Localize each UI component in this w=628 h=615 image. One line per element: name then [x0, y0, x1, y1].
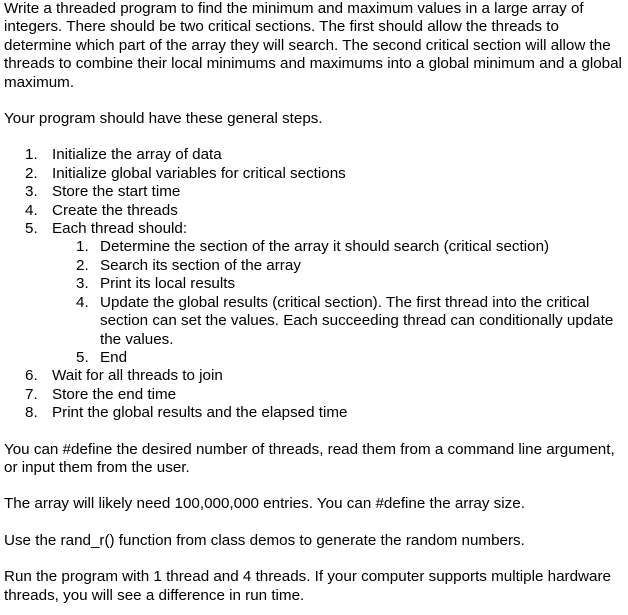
step-1 — [4, 146, 624, 164]
substep-number: 5. — [76, 348, 89, 366]
substep-2 — [4, 257, 624, 275]
step-text: Wait for all threads to join — [52, 367, 223, 385]
step-3 — [4, 183, 624, 201]
substep-1 — [4, 238, 624, 256]
step-text: Initialize global variables for critical sections — [52, 164, 346, 182]
steps-list — [4, 146, 624, 422]
step-6 — [4, 367, 624, 385]
step-number: 4. — [25, 201, 38, 219]
step-number: 8. — [25, 404, 38, 422]
general-steps-heading: Your program should have these general steps. — [4, 110, 323, 128]
substep-3 — [4, 275, 624, 293]
substep-text: Search its section of the array — [100, 256, 301, 274]
substep-text: End — [100, 348, 128, 366]
step-text: Create the threads — [52, 201, 178, 219]
substep-4 — [4, 294, 624, 349]
step-8 — [4, 404, 624, 422]
substep-number: 1. — [76, 238, 89, 256]
substeps-list — [52, 238, 624, 367]
step-4 — [4, 202, 624, 220]
step-number: 2. — [25, 164, 38, 182]
substep-text: Update the global results (critical section). The first thread into the critical section can set the values. Each succeeding thread can conditionally update the values. — [100, 293, 614, 348]
define-threads-paragraph: You can #define the desired number of threads, read them from a command line argument, or input them from the user. — [4, 440, 615, 476]
step-number: 1. — [25, 146, 38, 164]
substep-text: Determine the section of the array it should search (critical section) — [100, 238, 550, 256]
step-5 — [4, 220, 624, 367]
step-text: Store the start time — [52, 183, 181, 201]
step-text: Print the global results and the elapsed time — [52, 404, 348, 422]
step-7 — [4, 386, 624, 404]
step-text: Each thread should: — [52, 220, 188, 238]
substep-5 — [4, 349, 624, 367]
step-2 — [4, 165, 624, 183]
assignment-document — [4, 0, 624, 605]
substep-number: 3. — [76, 275, 89, 293]
intro-paragraph: Write a threaded program to find the minimum and maximum values in a large array of integers. There should be two critical sections. The first should allow the threads to determine which part of the array they will search. The second critical section will allow the threads to combine their local minimums and maximums into a global minimum and a global maximum. — [4, 0, 622, 91]
substep-number: 4. — [76, 293, 89, 311]
run-program-paragraph: Run the program with 1 thread and 4 threads. If your computer supports multiple hardware threads, you will see a difference in run time. — [4, 568, 611, 604]
substep-number: 2. — [76, 256, 89, 274]
substep-text: Print its local results — [100, 275, 236, 293]
step-text: Initialize the array of data — [52, 146, 222, 164]
step-number: 5. — [25, 220, 38, 238]
step-number: 6. — [25, 367, 38, 385]
array-size-paragraph: The array will likely need 100,000,000 entries. You can #define the array size. — [4, 495, 525, 513]
step-text: Store the end time — [52, 385, 177, 403]
step-number: 7. — [25, 385, 38, 403]
step-number: 3. — [25, 183, 38, 201]
rand-r-paragraph: Use the rand_r() function from class demos to generate the random numbers. — [4, 531, 525, 549]
